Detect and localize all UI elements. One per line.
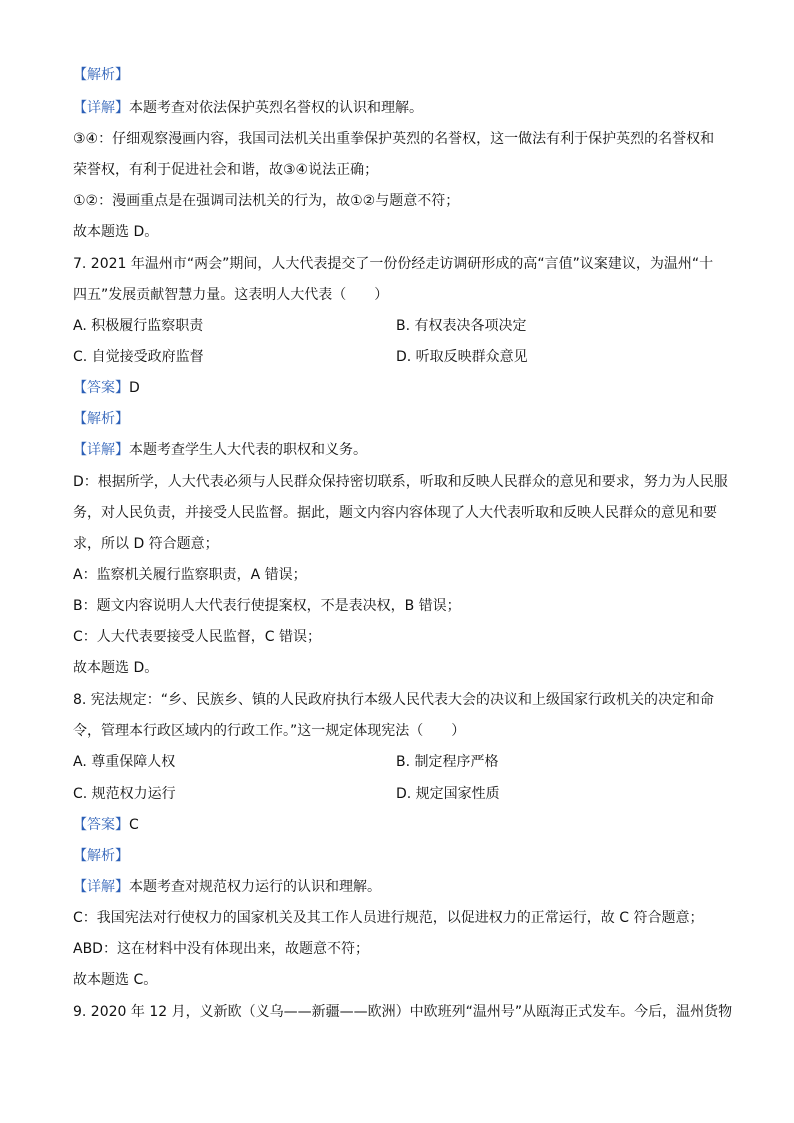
explanation-line: 务，对人民负责，并接受人民监督。据此，题文内容内容体现了人大代表听取和反映人民群众的意见和要 [73, 505, 717, 521]
question-stem: 8. 宪法规定：“乡、民族乡、镇的人民政府执行本级人民代表大会的决议和上级国家行政机关的决定和命 [73, 692, 715, 708]
explanation-line: ③④：仔细观察漫画内容，我国司法机关出重拳保护英烈的名誉权，这一做法有利于保护英烈的名誉权和 [73, 131, 715, 147]
answer-line [73, 378, 140, 398]
answer-tag: 【答案】 [73, 817, 129, 833]
detail-line [73, 98, 423, 118]
explanation-line: ABD：这在材料中没有体现出来，故题意不符； [73, 941, 369, 957]
option-c: C. 规范权力运行 [73, 786, 176, 802]
explanation-line: 求，所以 D 符合题意； [73, 536, 219, 552]
option-b: B. 有权表决各项决定 [396, 318, 527, 334]
analysis-heading: 【解析】 [73, 67, 129, 83]
explanation-line: D：根据所学，人大代表必须与人民群众保持密切联系，听取和反映人民群众的意见和要求，努力为人民服 [73, 474, 728, 490]
answer-value: D [129, 380, 140, 396]
explanation-line: ①②：漫画重点是在强调司法机关的行为，故①②与题意不符； [73, 193, 460, 209]
answer-value: C [129, 817, 139, 833]
option-d: D. 听取反映群众意见 [396, 349, 528, 365]
question-stem: 9. 2020 年 12 月，义新欧（义乌——新疆——欧洲）中欧班列“温州号”从瓯海正式发车。今后，温州货物 [73, 1004, 733, 1020]
analysis-heading: 【解析】 [73, 848, 129, 864]
option-a: A. 积极履行监察职责 [73, 318, 204, 334]
answer-line [73, 815, 139, 835]
detail-tag: 【详解】 [73, 100, 129, 116]
option-c: C. 自觉接受政府监督 [73, 349, 204, 365]
option-d: D. 规定国家性质 [396, 786, 500, 802]
detail-text: 本题考查对依法保护英烈名誉权的认识和理解。 [129, 100, 423, 116]
detail-line [73, 440, 367, 460]
explanation-line: A：监察机关履行监察职责，A 错误； [73, 567, 307, 583]
detail-text: 本题考查学生人大代表的职权和义务。 [129, 442, 367, 458]
option-a: A. 尊重保障人权 [73, 754, 176, 770]
analysis-heading: 【解析】 [73, 411, 129, 427]
detail-text: 本题考查对规范权力运行的认识和理解。 [129, 879, 381, 895]
question-stem: 7. 2021 年温州市“两会”期间，人大代表提交了一份份经走访调研形成的高“言值”议案建议，为温州“十 [73, 256, 714, 272]
conclusion-line: 故本题选 D。 [73, 660, 159, 676]
explanation-line: C：我国宪法对行使权力的国家机关及其工作人员进行规范，以促进权力的正常运行，故 C 符合题意； [73, 910, 704, 926]
option-b: B. 制定程序严格 [396, 754, 499, 770]
question-stem: 令，管理本行政区域内的行政工作。”这一规定体现宪法（ ） [73, 723, 466, 739]
detail-line [73, 877, 381, 897]
conclusion-line: 故本题选 C。 [73, 972, 158, 988]
explanation-line: 荣誉权，有利于促进社会和谐，故③④说法正确； [73, 162, 379, 178]
explanation-line: B：题文内容说明人大代表行使提案权，不是表决权，B 错误； [73, 598, 461, 614]
question-stem: 四五”发展贡献智慧力量。这表明人大代表（ ） [73, 287, 389, 303]
answer-tag: 【答案】 [73, 380, 129, 396]
detail-tag: 【详解】 [73, 442, 129, 458]
conclusion-line: 故本题选 D。 [73, 224, 159, 240]
detail-tag: 【详解】 [73, 879, 129, 895]
explanation-line: C：人大代表要接受人民监督，C 错误； [73, 629, 321, 645]
